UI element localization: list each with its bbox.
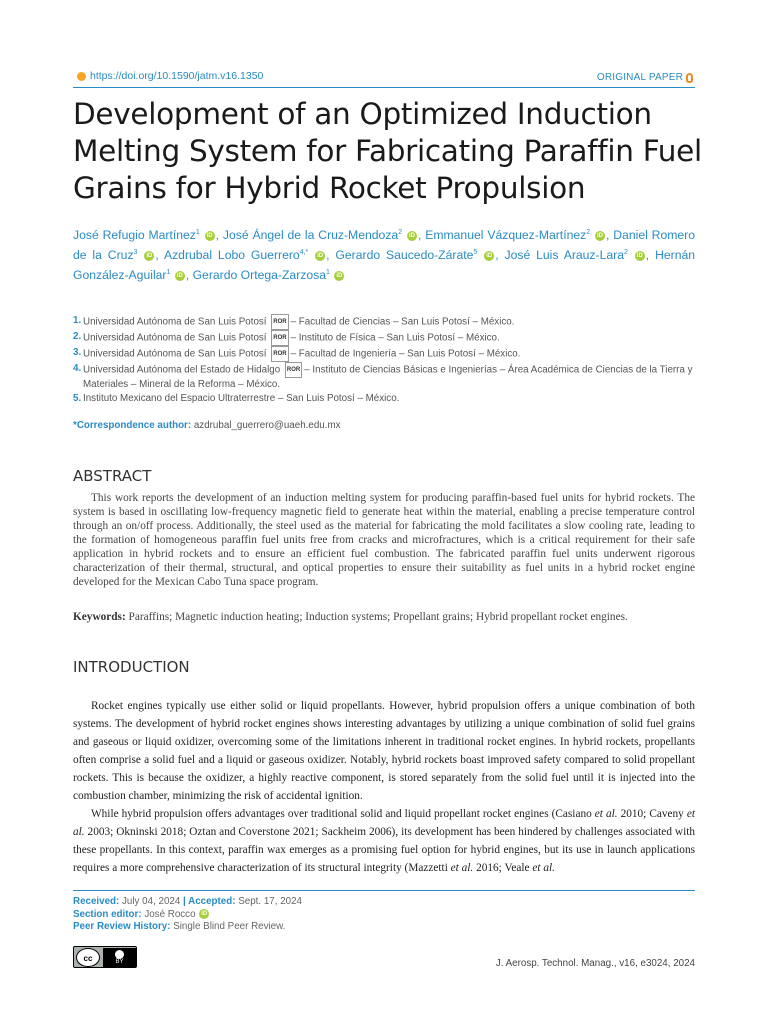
abstract-heading: ABSTRACT (73, 467, 152, 485)
by-icon: BY (103, 948, 136, 967)
author[interactable]: José Luis Arauz-Lara$^2$ iD (504, 248, 643, 263)
author[interactable]: José Ángel de la Cruz-Mendoza$^2$ iD (222, 228, 415, 243)
doi-text[interactable]: https://doi.org/10.1590/jatm.v16.1350 (90, 70, 264, 82)
introduction-body (73, 697, 695, 877)
journal-citation: J. Aerosp. Technol. Manag., v16, e3024, 2024 (495, 958, 695, 969)
orcid-icon[interactable]: iD (176, 272, 183, 279)
correspondence-email[interactable]: azdrubal_guerrero@uaeh.edu.mx (193, 420, 341, 431)
ror-icon[interactable]: ROR (285, 362, 302, 378)
orcid-icon[interactable]: iD (317, 252, 324, 259)
orcid-icon[interactable]: iD (597, 232, 603, 239)
doi-icon (77, 72, 86, 81)
author[interactable]: José Refugio Martínez$^1$ iD (73, 228, 213, 243)
author[interactable]: Gerardo Saucedo-Zárate$^5$ iD (335, 248, 493, 263)
keywords (73, 611, 695, 623)
ror-icon[interactable]: ROR (271, 330, 288, 346)
correspondence-label: *Correspondence author: (73, 420, 192, 431)
author[interactable]: Azdrubal Lobo Guerrero$^{4,*}$ iD (163, 248, 324, 263)
keywords-label: Keywords: (73, 611, 126, 623)
orcid-icon[interactable]: iD (206, 232, 213, 239)
introduction-heading: INTRODUCTION (73, 658, 190, 676)
review-line: Peer Review History: Single Blind Peer Review. (73, 921, 286, 932)
person-icon (115, 950, 124, 959)
article-type (597, 72, 693, 83)
affiliation: 1. Universidad Autónoma de San Luis Potosí ROR – Facultad de Ciencias – San Luis Potosí – México. (73, 314, 698, 330)
affiliation: 5. Instituto Mexicano del Espacio Ultraterrestre – San Luis Potosí – México. (73, 393, 400, 404)
footer-metadata (73, 896, 302, 934)
author[interactable]: Emmanuel Vázquez-Martínez$^2$ iD (425, 228, 603, 243)
ror-icon[interactable]: ROR (271, 314, 288, 330)
affiliation: 2. Universidad Autónoma de San Luis Potosí ROR – Instituto de Física – San Luis Potosí – México. (73, 330, 698, 346)
intro-paragraph-2: While hybrid propulsion offers advantages over traditional solid and liquid propellant rocket engines (Casiano et al. 2010; Caveny et al. 2003; Okninski 2018; Oztan and Coverstone 2021; Sackheim 2006), its development has been hindered by challenges associated with these propellants. In this context, paraffin wax emerges as a promising fuel option for hybrid engines, but its use in launch applications requires a more comprehensive characterization of its structural integrity (Mazzetti et al. 2016; Veale et al. (73, 808, 696, 874)
ror-icon[interactable]: ROR (271, 346, 288, 362)
cc-icon: cc (76, 948, 100, 967)
orcid-icon[interactable]: iD (408, 232, 415, 239)
orcid-icon[interactable]: iD (486, 252, 493, 259)
affiliation: 4. Universidad Autónoma del Estado de Hidalgo ROR – Instituto de Ciencias Básicas e Ingenierías – Área Académica de Ciencias de la Tierra y Materiales – Mineral de la Reforma – México. (73, 363, 693, 390)
open-access-icon (686, 73, 693, 83)
orcid-icon[interactable]: iD (146, 252, 153, 259)
author[interactable]: Daniel Romero de la Cruz$^3$ iD (73, 228, 696, 263)
affiliation-list (73, 314, 698, 406)
doi-link[interactable] (77, 70, 263, 82)
author[interactable]: Hernán González-Aguilar$^1$ iD (73, 248, 696, 283)
correspondence (73, 420, 341, 431)
keywords-text: Paraffins; Magnetic induction heating; Induction systems; Propellant grains; Hybrid propellant rocket engines. (128, 611, 628, 623)
author[interactable]: Gerardo Ortega-Zarzosa$^1$ iD (192, 268, 343, 283)
cc-by-license-badge[interactable] (73, 946, 137, 968)
footer-rule (73, 890, 695, 891)
header-bar (73, 69, 695, 88)
orcid-icon[interactable]: iD (636, 252, 643, 259)
article-type-label: ORIGINAL PAPER (596, 72, 683, 83)
orcid-icon[interactable]: iD (336, 272, 343, 279)
dates-line: Received: July 04, 2024 | Accepted: Sept. 17, 2024 (73, 896, 302, 907)
orcid-icon[interactable]: iD (201, 910, 208, 917)
affiliation: 3. Universidad Autónoma de San Luis Potosí ROR – Facultad de Ingeniería – San Luis Potosí – México. (73, 346, 698, 362)
editor-line: Section editor: José Rocco iD (73, 908, 208, 920)
paper-title: Development of an Optimized Induction Melting System for Fabricating Paraffin Fuel Grains for Hybrid Rocket Propulsion (73, 97, 702, 205)
abstract-text: This work reports the development of an induction melting system for producing paraffin-based fuel units for hybrid rockets. The system is based in oscillating low-frequency magnetic field to generate heat within the material, enabling a precise temperature control through an on/off process. Additionally, the steel used as the material for fabricating the mold facilitates a slow cooling rate, leading to the formation of homogeneous paraffin fuel units free from cracks and microfractures, which is a critical requirement for their safe application in hybrid rockets and to ensure an efficient fuel combustion. The fabricated paraffin fuel units underwent rigorous characterization of their thermal, structural, and optical properties to ensure their suitability as fuel units in a hybrid rocket engine developed for the Mexican Cabo Tuna space program. (73, 492, 695, 588)
author-list: José Refugio Martínez$^1$ iD , José Ángel de la Cruz-Mendoza$^2$ iD , Emmanuel Vázquez-Martínez$^2$ iD , Daniel Romero de la Cruz$^3$ iD , Azdrubal Lobo Guerrero$^{4,*}$ iD , Gerardo Saucedo-Zárate$^5$ iD , José Luis Arauz-Lara$^2$ iD , Hernán González-Aguilar$^1$ iD , Gerardo Ortega-Zarzosa$^1$ iD (73, 228, 696, 283)
intro-paragraph-1: Rocket engines typically use either solid or liquid propellants. However, hybrid propulsion offers a unique combination of both systems. The development of hybrid rocket engines shows interesting advantages by utilizing a unique combination of solid fuel grains and gaseous or liquid oxidizer, overcoming some of the limitations inherent in traditional rocket engines. In hybrid rockets, propellants often comprise a solid fuel and a liquid or gaseous oxidizer. Notably, hybrid rockets boast improved safety compared to solid propellant rockets. This is because the oxidizer, a highly reactive component, is stored separately from the solid fuel until it is injected into the combustion chamber, minimizing the risk of accidental ignition. (73, 700, 695, 802)
